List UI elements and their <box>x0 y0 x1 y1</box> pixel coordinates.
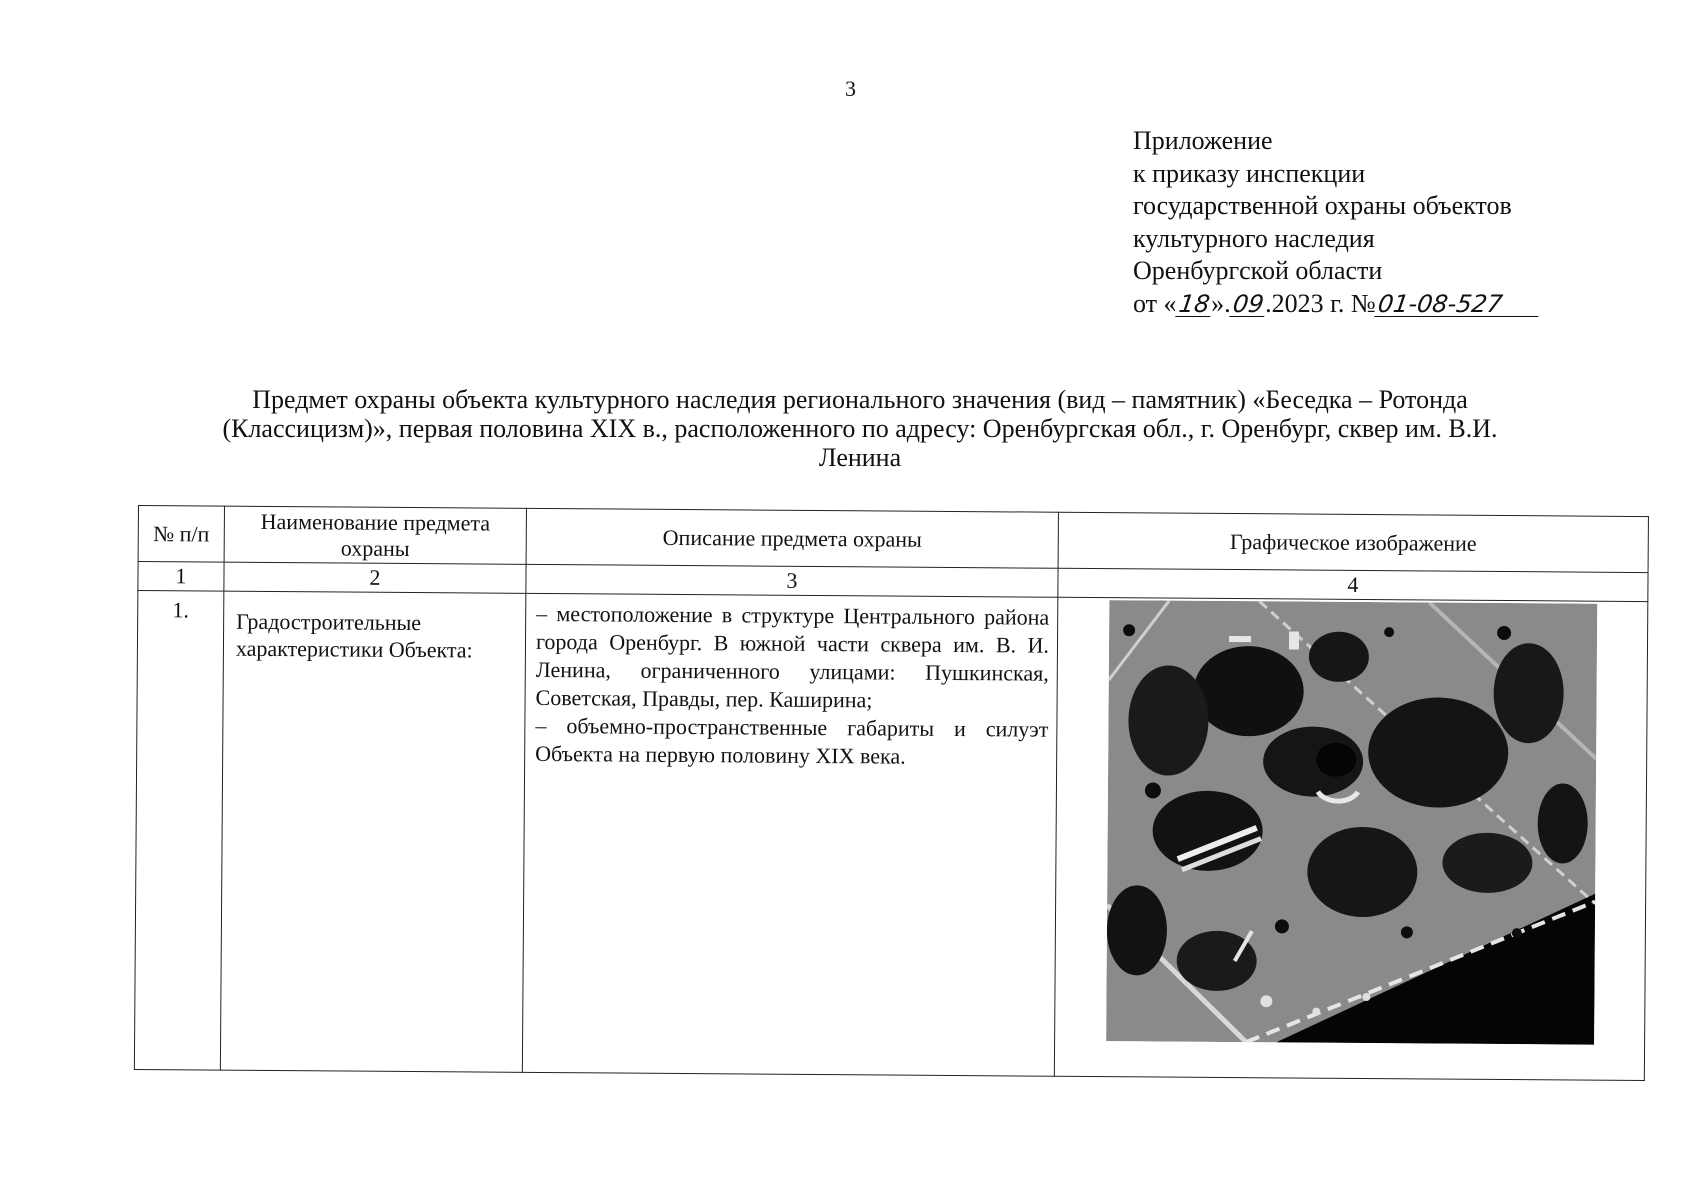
order-prefix: от « <box>1133 288 1177 318</box>
title-line-2: (Классицизм)», первая половина XIX в., расположенного по адресу: Оренбургская обл., г. Оренбург, сквер им. В.И. <box>222 414 1498 443</box>
order-reference <box>1133 288 1540 321</box>
order-month-handwritten: 09 <box>1230 289 1266 318</box>
title-line-1: Предмет охраны объекта культурного наследия регионального значения (вид – памятник) «Беседка – Ротонда <box>252 385 1468 414</box>
row-image-cell <box>1054 597 1647 1080</box>
row-name: Градостроительные характеристики Объекта: <box>220 591 526 1072</box>
header-name: Наименование предмета охраны <box>224 506 526 564</box>
protection-subject-table <box>134 505 1648 1081</box>
appendix-line: государственной охраны объектов <box>1133 191 1512 220</box>
appendix-block <box>1133 125 1540 320</box>
appendix-line: к приказу инспекции <box>1133 158 1366 188</box>
aerial-photo <box>1106 600 1597 1045</box>
row-index: 1. <box>134 591 224 1071</box>
description-item-2: – объемно-пространственные габариты и силуэт Объекта на первую половину XIX века. <box>535 712 1049 769</box>
appendix-line: Оренбургской области <box>1133 256 1383 285</box>
table-row <box>134 591 1647 1081</box>
order-year: .2023 г. № <box>1265 288 1376 318</box>
description-item-1: – местоположение в структуре Центрального района города Оренбург. В южной части сквера им. В. И. Ленина, ограниченного улицами: Пушкинская, Советская, Правды, пер. Каширина; <box>535 600 1050 713</box>
document-title <box>150 385 1570 472</box>
appendix-line: культурного наследия <box>1133 223 1375 253</box>
column-number: 1 <box>138 562 224 592</box>
column-number: 3 <box>526 564 1058 597</box>
title-line-3: Ленина <box>818 443 902 472</box>
order-number-handwritten: 01-08-527 <box>1374 292 1542 317</box>
column-number: 2 <box>224 562 526 593</box>
order-day-handwritten: 18 <box>1176 289 1212 318</box>
header-description: Описание предмета охраны <box>526 508 1058 568</box>
table <box>134 505 1649 1081</box>
header-image: Графическое изображение <box>1058 512 1648 572</box>
row-description <box>522 593 1057 1076</box>
order-sep: ». <box>1211 288 1231 318</box>
column-number: 4 <box>1058 568 1648 601</box>
appendix-line: Приложение <box>1133 126 1273 155</box>
header-number: № п/п <box>138 506 224 563</box>
page-number: 3 <box>845 76 856 101</box>
